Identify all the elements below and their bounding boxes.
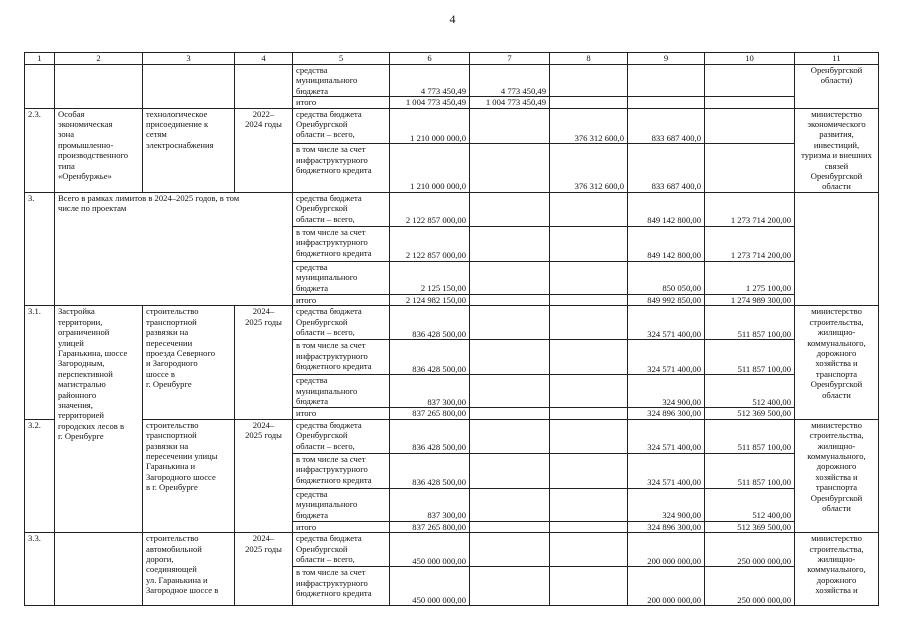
years-cell: 2022– 2024 годы — [235, 108, 293, 192]
amount-cell-col9: 324 571 400,00 — [628, 340, 705, 375]
amount-cell-col10: 511 857 100,00 — [705, 306, 795, 340]
amount-cell-col10 — [705, 144, 795, 193]
column-header: 5 — [293, 53, 390, 65]
row-number-cell: 3.3. — [25, 533, 55, 606]
column-header: 8 — [550, 53, 628, 65]
amount-cell-col8 — [550, 375, 628, 408]
amount-cell-col8 — [550, 261, 628, 294]
amount-cell-col6: 1 004 773 450,49 — [390, 97, 470, 108]
amount-cell-col7 — [470, 306, 550, 340]
amount-cell-col8 — [550, 340, 628, 375]
row-number-cell: 2.3. — [25, 108, 55, 192]
column-header: 10 — [705, 53, 795, 65]
amount-cell-col7 — [470, 261, 550, 294]
years-cell: 2024– 2025 годы — [235, 533, 293, 606]
amount-cell-col9: 324 571 400,00 — [628, 306, 705, 340]
work-type-cell — [143, 65, 235, 109]
amount-cell-col7 — [470, 108, 550, 144]
amount-cell-col10: 512 400,00 — [705, 488, 795, 521]
amount-cell-col6: 450 000 000,00 — [390, 533, 470, 567]
budget-table — [24, 52, 879, 606]
funding-source-cell: в том числе за счет инфраструктурного бюджетного кредита — [293, 226, 390, 261]
funding-source-cell: средства муниципального бюджета — [293, 488, 390, 521]
funding-source-cell: в том числе за счет инфраструктурного бюджетного кредита — [293, 340, 390, 375]
column-header: 3 — [143, 53, 235, 65]
amount-cell-col6: 837 300,00 — [390, 375, 470, 408]
amount-cell-col9: 849 992 850,00 — [628, 294, 705, 305]
amount-cell-col7 — [470, 567, 550, 606]
work-type-cell: строительство транспортной развязки на пересечении улицы Гаранькина и Загородного шоссе в г. Оренбурге — [143, 419, 235, 532]
amount-cell-col9 — [628, 65, 705, 97]
amount-cell-col9: 324 900,00 — [628, 375, 705, 408]
responsible-org-cell — [795, 192, 879, 305]
column-header: 4 — [235, 53, 293, 65]
amount-cell-col6: 1 210 000 000,0 — [390, 108, 470, 144]
amount-cell-col8 — [550, 453, 628, 488]
amount-cell-col7 — [470, 521, 550, 532]
amount-cell-col8 — [550, 408, 628, 419]
responsible-org-cell: министерство строительства, жилищно- коммунального, дорожного хозяйства и — [795, 533, 879, 606]
amount-cell-col10: 512 369 500,00 — [705, 521, 795, 532]
funding-source-cell: средства муниципального бюджета — [293, 375, 390, 408]
amount-cell-col9: 850 050,00 — [628, 261, 705, 294]
amount-cell-col7 — [470, 340, 550, 375]
table-row — [25, 65, 879, 97]
amount-cell-col6: 836 428 500,00 — [390, 306, 470, 340]
funding-source-cell: средства муниципального бюджета — [293, 65, 390, 97]
funding-source-cell: в том числе за счет инфраструктурного бюджетного кредита — [293, 453, 390, 488]
funding-source-cell: средства бюджета Оренбургской области – всего, — [293, 533, 390, 567]
amount-cell-col6: 2 124 982 150,00 — [390, 294, 470, 305]
amount-cell-col7 — [470, 375, 550, 408]
years-cell — [235, 65, 293, 109]
work-type-cell: строительство автомобильной дороги, соединяющей ул. Гаранькина и Загородное шоссе в — [143, 533, 235, 606]
amount-cell-col6: 837 265 800,00 — [390, 408, 470, 419]
funding-source-cell: в том числе за счет инфраструктурного бюджетного кредита — [293, 567, 390, 606]
table-row — [25, 108, 879, 144]
table-row — [25, 306, 879, 340]
amount-cell-col10: 512 400,00 — [705, 375, 795, 408]
amount-cell-col8 — [550, 306, 628, 340]
funding-source-cell: итого — [293, 294, 390, 305]
table-body — [25, 53, 879, 606]
amount-cell-col9: 324 571 400,00 — [628, 453, 705, 488]
funding-source-cell: средства муниципального бюджета — [293, 261, 390, 294]
table-row — [25, 533, 879, 567]
amount-cell-col9: 200 000 000,00 — [628, 533, 705, 567]
responsible-org-cell: Оренбургской области) — [795, 65, 879, 109]
years-cell: 2024– 2025 годы — [235, 419, 293, 532]
amount-cell-col8 — [550, 192, 628, 226]
amount-cell-col9: 200 000 000,00 — [628, 567, 705, 606]
work-type-cell: строительство транспортной развязки на пересечении проезда Северного и Загородного шоссе в г. Оренбурге — [143, 306, 235, 419]
column-header: 6 — [390, 53, 470, 65]
amount-cell-col7 — [470, 453, 550, 488]
work-type-cell: технологическое присоединение к сетям электроснабжения — [143, 108, 235, 192]
amount-cell-col6: 4 773 450,49 — [390, 65, 470, 97]
amount-cell-col6: 2 122 857 000,00 — [390, 226, 470, 261]
amount-cell-col10: 1 273 714 200,00 — [705, 192, 795, 226]
object-name-cell: Застройка территории, ограниченной улицей Гаранькина, шоссе Загородным, перспективной магистралью районного значения, территорией городских лесов в г. Оренбурге — [55, 306, 143, 533]
amount-cell-col7 — [470, 294, 550, 305]
responsible-org-cell: министерство экономического развития, инвестиций, туризма и внешних связей Оренбургской области — [795, 108, 879, 192]
amount-cell-col6: 2 122 857 000,00 — [390, 192, 470, 226]
funding-source-cell: средства бюджета Оренбургской области – всего, — [293, 108, 390, 144]
funding-source-cell: средства бюджета Оренбургской области – всего, — [293, 419, 390, 453]
funding-source-cell: итого — [293, 521, 390, 532]
amount-cell-col8 — [550, 294, 628, 305]
section-title-cell: Всего в рамках лимитов в 2024–2025 годов, в том числе по проектам — [55, 192, 293, 305]
amount-cell-col6: 2 125 150,00 — [390, 261, 470, 294]
amount-cell-col8 — [550, 488, 628, 521]
amount-cell-col10: 1 274 989 300,00 — [705, 294, 795, 305]
amount-cell-col6: 837 265 800,00 — [390, 521, 470, 532]
object-name-cell: Особая экономическая зона промышленно- производственного типа «Оренбуржье» — [55, 108, 143, 192]
responsible-org-cell: министерство строительства, жилищно- коммунального, дорожного хозяйства и транспорта Оренбургской области — [795, 306, 879, 419]
amount-cell-col6: 837 300,00 — [390, 488, 470, 521]
column-header: 2 — [55, 53, 143, 65]
table-row — [25, 192, 879, 226]
amount-cell-col7 — [470, 192, 550, 226]
amount-cell-col8: 376 312 600,0 — [550, 108, 628, 144]
amount-cell-col9: 324 900,00 — [628, 488, 705, 521]
amount-cell-col8: 376 312 600,0 — [550, 144, 628, 193]
amount-cell-col10: 511 857 100,00 — [705, 419, 795, 453]
amount-cell-col7 — [470, 144, 550, 193]
amount-cell-col10: 511 857 100,00 — [705, 453, 795, 488]
funding-source-cell: средства бюджета Оренбургской области – всего, — [293, 306, 390, 340]
funding-source-cell: итого — [293, 408, 390, 419]
amount-cell-col7 — [470, 408, 550, 419]
amount-cell-col8 — [550, 65, 628, 97]
amount-cell-col8 — [550, 533, 628, 567]
amount-cell-col10: 1 275 100,00 — [705, 261, 795, 294]
amount-cell-col7: 1 004 773 450,49 — [470, 97, 550, 108]
amount-cell-col9: 849 142 800,00 — [628, 226, 705, 261]
amount-cell-col7 — [470, 488, 550, 521]
page-number: 4 — [449, 12, 456, 26]
column-header: 1 — [25, 53, 55, 65]
column-header: 11 — [795, 53, 879, 65]
funding-source-cell: итого — [293, 97, 390, 108]
amount-cell-col9: 324 896 300,00 — [628, 521, 705, 532]
amount-cell-col9: 833 687 400,0 — [628, 144, 705, 193]
funding-source-cell: средства бюджета Оренбургской области – всего, — [293, 192, 390, 226]
amount-cell-col10: 250 000 000,00 — [705, 533, 795, 567]
amount-cell-col6: 1 210 000 000,0 — [390, 144, 470, 193]
column-header: 7 — [470, 53, 550, 65]
amount-cell-col8 — [550, 419, 628, 453]
table-row — [25, 419, 879, 453]
amount-cell-col10 — [705, 65, 795, 97]
row-number-cell — [25, 65, 55, 109]
amount-cell-col10: 250 000 000,00 — [705, 567, 795, 606]
amount-cell-col6: 836 428 500,00 — [390, 419, 470, 453]
funding-source-cell: в том числе за счет инфраструктурного бюджетного кредита — [293, 144, 390, 193]
object-name-cell — [55, 533, 143, 606]
amount-cell-col6: 836 428 500,00 — [390, 340, 470, 375]
amount-cell-col6: 450 000 000,00 — [390, 567, 470, 606]
amount-cell-col6: 836 428 500,00 — [390, 453, 470, 488]
amount-cell-col7 — [470, 533, 550, 567]
amount-cell-col7 — [470, 226, 550, 261]
years-cell: 2024– 2025 годы — [235, 306, 293, 419]
amount-cell-col10 — [705, 97, 795, 108]
amount-cell-col8 — [550, 521, 628, 532]
row-number-cell: 3.2. — [25, 419, 55, 532]
amount-cell-col10 — [705, 108, 795, 144]
object-name-cell — [55, 65, 143, 109]
amount-cell-col8 — [550, 567, 628, 606]
amount-cell-col9: 833 687 400,0 — [628, 108, 705, 144]
amount-cell-col10: 512 369 500,00 — [705, 408, 795, 419]
header-row — [25, 53, 879, 65]
amount-cell-col7: 4 773 450,49 — [470, 65, 550, 97]
amount-cell-col9: 324 896 300,00 — [628, 408, 705, 419]
amount-cell-col9 — [628, 97, 705, 108]
amount-cell-col8 — [550, 226, 628, 261]
amount-cell-col10: 1 273 714 200,00 — [705, 226, 795, 261]
row-number-cell: 3. — [25, 192, 55, 305]
amount-cell-col10: 511 857 100,00 — [705, 340, 795, 375]
column-header: 9 — [628, 53, 705, 65]
responsible-org-cell: министерство строительства, жилищно- коммунального, дорожного хозяйства и транспорта Оренбургской области — [795, 419, 879, 532]
amount-cell-col9: 849 142 800,00 — [628, 192, 705, 226]
row-number-cell: 3.1. — [25, 306, 55, 419]
amount-cell-col7 — [470, 419, 550, 453]
amount-cell-col8 — [550, 97, 628, 108]
amount-cell-col9: 324 571 400,00 — [628, 419, 705, 453]
